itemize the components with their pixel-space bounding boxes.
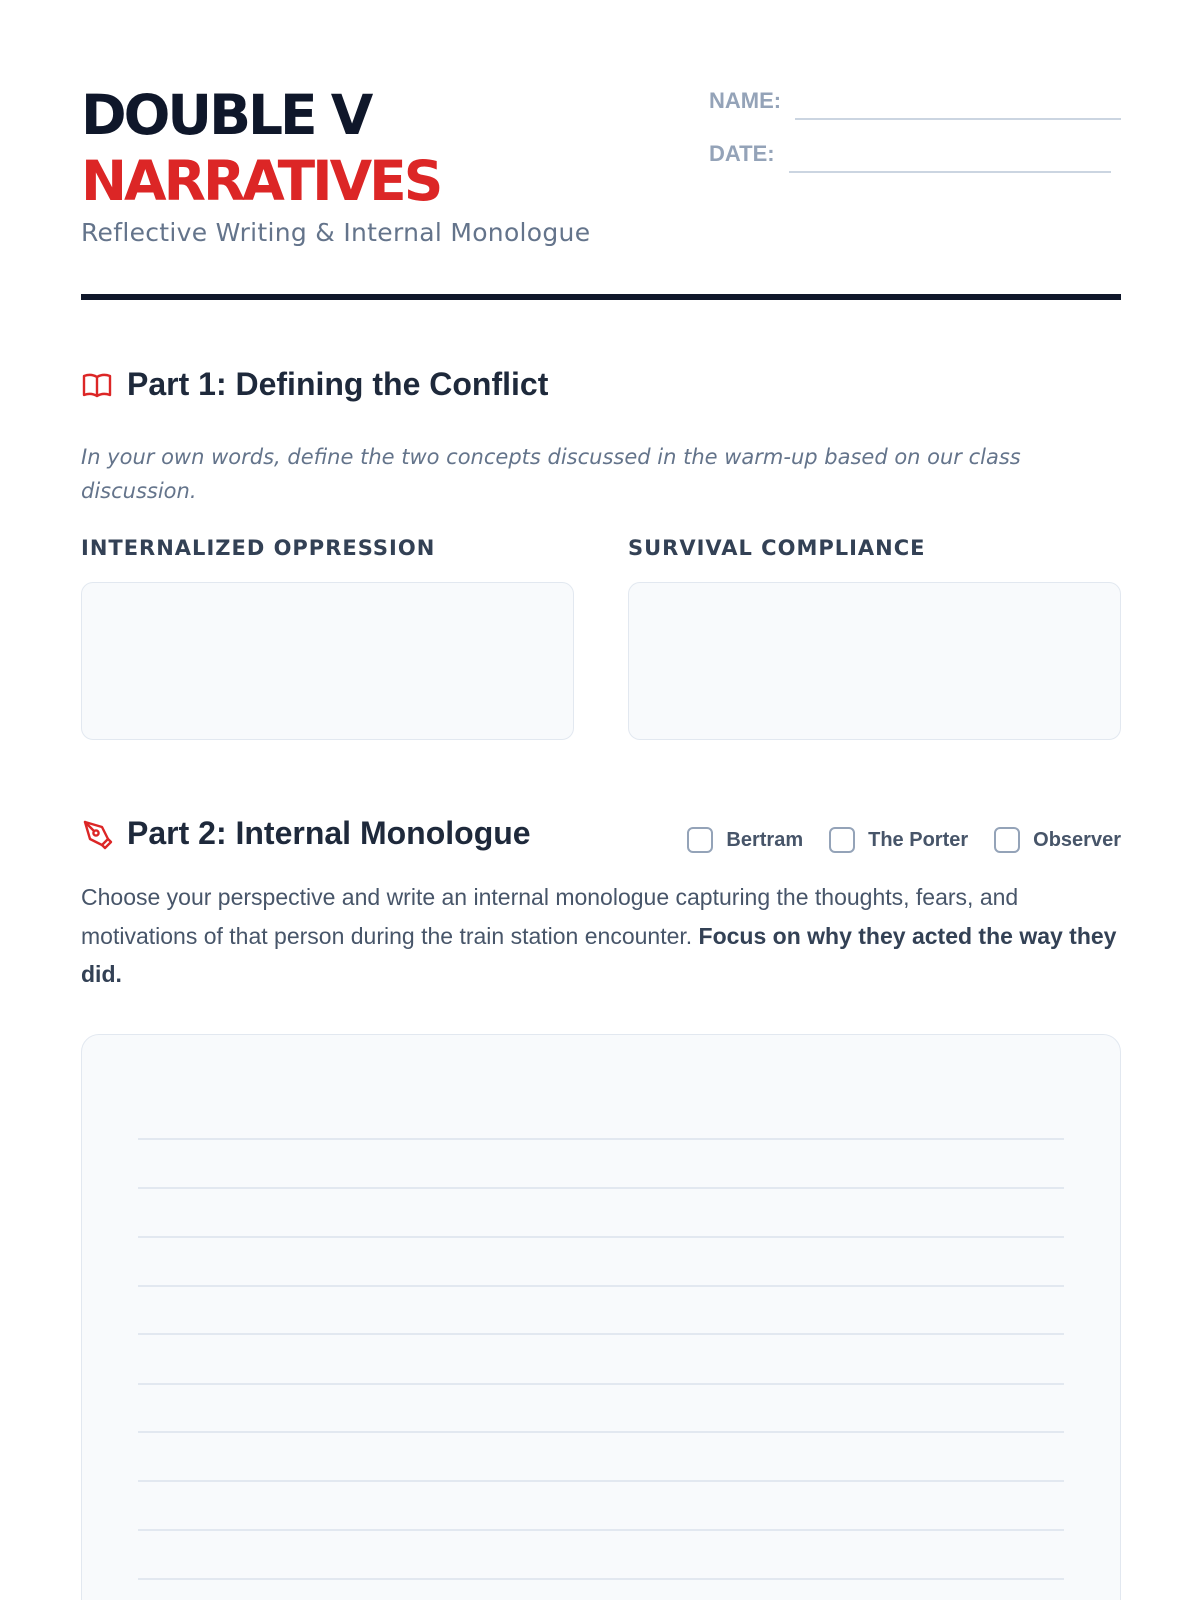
header-divider xyxy=(81,294,1121,300)
writing-line xyxy=(138,1138,1064,1140)
date-row xyxy=(709,137,1121,173)
perspective-label: Bertram xyxy=(726,828,804,851)
definition-label: INTERNALIZED OPPRESSION xyxy=(81,536,436,560)
writing-line xyxy=(138,1236,1064,1238)
writing-line xyxy=(138,1578,1064,1580)
writing-line xyxy=(138,1529,1064,1531)
perspective-option-the-porter[interactable] xyxy=(829,827,968,853)
part2-heading xyxy=(81,815,531,852)
writing-line xyxy=(138,1480,1064,1482)
name-row xyxy=(709,84,1121,120)
definition-answer-box[interactable] xyxy=(81,582,574,740)
date-label: DATE: xyxy=(709,141,775,166)
writing-line xyxy=(138,1431,1064,1433)
open-book-icon xyxy=(81,369,113,401)
title-line-2: NARRATIVES xyxy=(81,149,441,213)
worksheet-subtitle: Reflective Writing & Internal Monologue xyxy=(81,218,591,247)
checkbox[interactable] xyxy=(994,827,1020,853)
checkbox[interactable] xyxy=(687,827,713,853)
worksheet-title xyxy=(81,82,440,214)
perspective-option-observer[interactable] xyxy=(994,827,1121,853)
monologue-writing-area[interactable] xyxy=(81,1034,1121,1600)
definition-answer-box[interactable] xyxy=(628,582,1121,740)
checkbox[interactable] xyxy=(829,827,855,853)
part1-title: Part 1: Defining the Conflict xyxy=(127,366,549,402)
student-info xyxy=(709,84,1121,190)
writing-line xyxy=(138,1383,1064,1385)
perspective-option-bertram[interactable] xyxy=(687,827,803,853)
definition-label: SURVIVAL COMPLIANCE xyxy=(628,536,926,560)
definition-survival-compliance xyxy=(628,536,1121,740)
writing-line xyxy=(138,1285,1064,1287)
perspective-label: The Porter xyxy=(868,828,969,851)
perspective-label: Observer xyxy=(1033,828,1121,851)
part1-heading xyxy=(81,366,548,403)
definition-internalized-oppression xyxy=(81,536,574,740)
part2-instructions-text: Choose your perspective and write an internal monologue capturing the thoughts, fears, and motivations of that person during the train station encounter. xyxy=(81,884,1019,949)
part2-instructions xyxy=(81,878,1121,994)
writing-line xyxy=(138,1333,1064,1335)
perspective-options xyxy=(661,827,1121,853)
part1-instructions: In your own words, define the two concepts discussed in the warm-up based on our class discussion. xyxy=(81,445,1021,503)
part2-title: Part 2: Internal Monologue xyxy=(127,815,531,851)
pen-nib-icon xyxy=(81,818,113,850)
name-label: NAME: xyxy=(709,88,782,113)
name-field[interactable] xyxy=(795,84,1121,120)
worksheet-page xyxy=(81,0,1121,1600)
title-line-1: DOUBLE V xyxy=(81,83,371,147)
date-field[interactable] xyxy=(789,137,1111,173)
part2-instructions-emphasis: Focus on why they acted the way they did. xyxy=(81,922,1117,987)
writing-line xyxy=(138,1187,1064,1189)
